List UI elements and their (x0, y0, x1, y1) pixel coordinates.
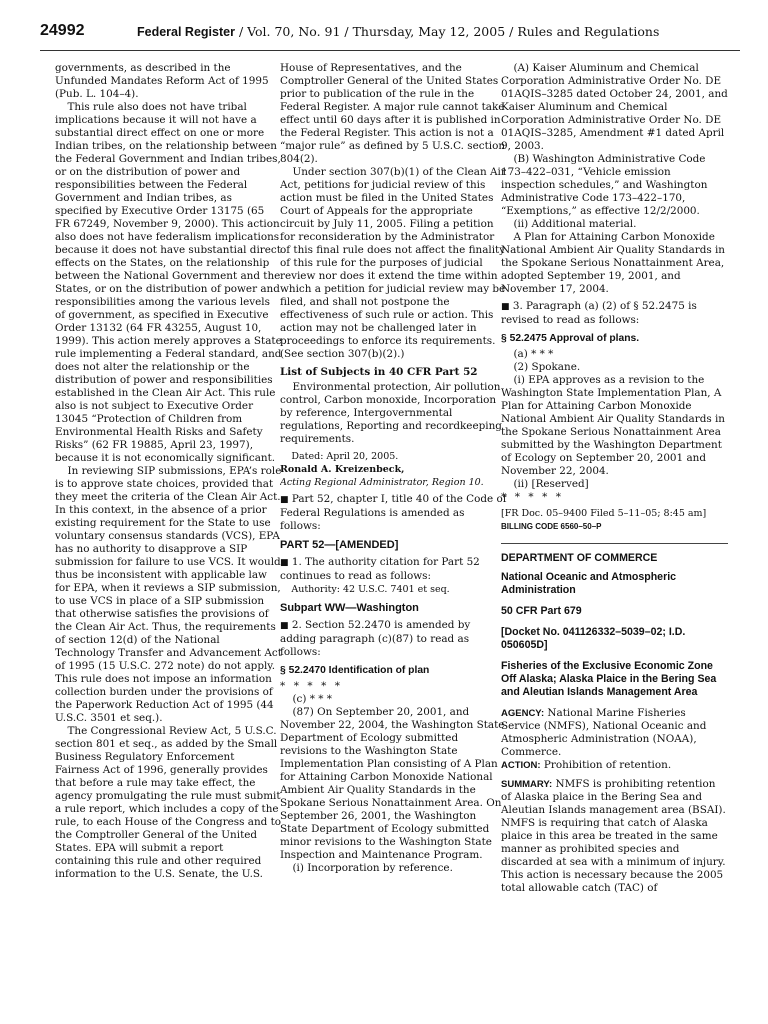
square-bullet-icon: ■ (280, 495, 289, 505)
action-label: ACTION: (501, 760, 541, 771)
document-title: Fisheries of the Exclusive Economic Zone Off Alaska; Alaska Plaice in the Bering Sea and Aleutian Islands Management Area (501, 660, 717, 698)
omission-stars: * * * * * (501, 491, 564, 503)
paragraph: (A) Kaiser Aluminum and Chemical Corporation Administrative Order No. DE 01AQIS–3285 dated October 24, 2001, and Kaiser Aluminum and Chemical Corporation Administrative Order No. DE 01AQIS–3285, Amendment #1 dated April 9, 2003. (501, 62, 728, 152)
square-bullet-icon: ■ (501, 302, 510, 312)
paragraph: In reviewing SIP submissions, EPA’s role is to approve state choices, provided that they meet the criteria of the Clean Air Act. In this context, in the absence of a prior existing requirement for the State to use voluntary consensus standards (VCS), EPA has no authority to disapprove a SIP submission for failure to use VCS. It would thus be inconsistent with applicable law for EPA, when it reviews a SIP submission, to use VCS in place of a SIP submission that otherwise satisfies the provisions of the Clean Air Act. Thus, the requirements of section 12(d) of the National Technology Transfer and Advancement Act of 1995 (15 U.S.C. 272 note) do not apply. This rule does not impose an information collection burden under the provisions of the Paperwork Reduction Act of 1995 (44 U.S.C. 3501 et seq.). (55, 465, 282, 724)
page-number: 24992 (40, 22, 85, 39)
subjects-list: Environmental protection, Air pollution control, Carbon monoxide, Incorporation by reference, Intergovernmental regulations, Reporting and recordkeeping requirements. (280, 381, 502, 445)
amendatory-text: Part 52, chapter I, title 40 of the Code of Federal Regulations is amended as follows: (280, 493, 507, 532)
signer-title: Acting Regional Administrator, Region 10. (280, 477, 484, 488)
action-block (501, 759, 728, 772)
paragraph: (ii) Additional material. (513, 218, 637, 230)
action-text: Prohibition of retention. (543, 759, 672, 771)
amendatory-text: 3. Paragraph (a) (2) of § 52.2475 is revised to read as follows: (501, 300, 697, 326)
publication-name: Federal Register (137, 25, 235, 39)
paragraph: (87) On September 20, 2001, and November 22, 2004, the Washington State Department of Ecology submitted revisions to the Washington State Implementation Plan consisting of A Plan for Attaining Carbon Monoxide National Ambient Air Quality Standards in the Spokane Serious Nonattainment Area. On September 26, 2001, the Washington State Department of Ecology submitted minor revisions to the Washington State Inspection and Maintenance Program. (280, 706, 505, 861)
amendatory-instruction (280, 619, 507, 659)
dated-line: Dated: April 20, 2005. (291, 451, 399, 462)
omission-stars: * * * * * (280, 680, 343, 692)
square-bullet-icon: ■ (280, 558, 289, 568)
paragraph: (B) Washington Administrative Code 173–422–031, “Vehicle emission inspection schedules,” and Washington Administrative Code 173–422–170, “Exemptions,” as effective 12/2/2000. (501, 153, 708, 217)
billing-code: BILLING CODE 6560–50–P (501, 522, 602, 531)
paragraph: The Congressional Review Act, 5 U.S.C. section 801 et seq., as added by the Small Business Regulatory Enforcement Fairness Act of 1996, generally provides that before a rule may take effect, the agency promulgating the rule must submit a rule report, which includes a copy of the rule, to each House of the Congress and to the Comptroller General of the United States. EPA will submit a report containing this rule and other required information to the U.S. Senate, the U.S. (55, 725, 282, 880)
agency-block (501, 707, 728, 759)
paragraph: (ii) [Reserved] (513, 478, 589, 490)
square-bullet-icon: ■ (280, 621, 289, 631)
agency-label: AGENCY: (501, 708, 545, 719)
paragraph: (i) Incorporation by reference. (292, 862, 453, 874)
fr-doc-line: [FR Doc. 05–9400 Filed 5–11–05; 8:45 am] (501, 508, 707, 519)
page-header (40, 22, 740, 51)
department-heading: DEPARTMENT OF COMMERCE (501, 552, 658, 564)
subjects-heading: List of Subjects in 40 CFR Part 52 (280, 366, 478, 378)
amendatory-text: 2. Section 52.2470 is amended by adding paragraph (c)(87) to read as follows: (280, 619, 471, 658)
paragraph: (2) Spokane. (513, 361, 581, 373)
paragraph: Under section 307(b)(1) of the Clean Air Act, petitions for judicial review of this action must be filed in the United States Court of Appeals for the appropriate circuit by July 11, 2005. Filing a petition for reconsideration by the Administrator of this final rule does not affect the finality of this rule for the purposes of judicial review nor does it extend the time within which a petition for judicial review may be filed, and shall not postpone the effectiveness of such rule or action. This action may not be challenged later in proceedings to enforce its requirements. (See section 307(b)(2).) (280, 166, 506, 360)
amendatory-instruction (280, 493, 507, 533)
cfr-part: 50 CFR Part 679 (501, 605, 582, 617)
summary-block (501, 778, 728, 895)
section-heading: § 52.2475 Approval of plans. (501, 333, 640, 344)
subpart-heading: Subpart WW—Washington (280, 602, 419, 614)
signer-name: Ronald A. Kreizenbeck, (280, 464, 405, 475)
paragraph: (a) * * * (513, 348, 554, 360)
issue-details: / Vol. 70, No. 91 / Thursday, May 12, 2005 / Rules and Regulations (234, 24, 660, 39)
summary-text: NMFS is prohibiting retention of Alaska plaice in the Bering Sea and Aleutian Islands management area (BSAI). NMFS is requiring that catch of Alaska plaice in this area be treated in the same manner as prohibited species and discarded at sea with a minimum of injury. This action is necessary because the 2005 total allowable catch (TAC) of (501, 778, 726, 894)
amendatory-text: 1. The authority citation for Part 52 continues to read as follows: (280, 556, 480, 582)
paragraph: (c) * * * (292, 693, 332, 705)
column-3 (501, 62, 728, 1018)
section-heading: § 52.2470 Identification of plan (280, 665, 430, 676)
paragraph: governments, as described in the Unfunded Mandates Reform Act of 1995 (Pub. L. 104–4). (55, 62, 269, 100)
summary-label: SUMMARY: (501, 779, 553, 790)
authority-citation: Authority: 42 U.S.C. 7401 et seq. (291, 584, 450, 595)
column-2 (280, 62, 507, 1018)
paragraph: (i) EPA approves as a revision to the Washington State Implementation Plan, A Plan for Attaining Carbon Monoxide National Ambient Air Quality Standards in the Spokane Serious Nonattainment Area submitted by the Washington Department of Ecology on September 20, 2001 and November 22, 2004. (501, 374, 725, 477)
docket-number: [Docket No. 041126332–5039–02; I.D. 050605D] (501, 626, 686, 651)
running-head (137, 24, 659, 39)
paragraph: A Plan for Attaining Carbon Monoxide National Ambient Air Quality Standards in the Spokane Serious Nonattainment Area, adopted September 19, 2001, and November 17, 2004. (501, 231, 725, 295)
amendatory-instruction (501, 300, 728, 327)
agency-text: National Marine Fisheries Service (NMFS), National Oceanic and Atmospheric Administration (NOAA), Commerce. (501, 707, 707, 758)
paragraph: This rule also does not have tribal implications because it will not have a substantial direct effect on one or more Indian tribes, on the relationship between the Federal Government and Indian tribes, or on the distribution of power and responsibilities between the Federal Government and Indian tribes, as specified by Executive Order 13175 (65 FR 67249, November 9, 2000). This action also does not have federalism implications because it does not have substantial direct effects on the States, on the relationship between the National Government and the States, or on the distribution of power and responsibilities among the various levels of government, as specified in Executive Order 13132 (64 FR 43255, August 10, 1999). This action merely approves a State rule implementing a Federal standard, and does not alter the relationship or the distribution of power and responsibilities established in the Clean Air Act. This rule also is not subject to Executive Order 13045 “Protection of Children from Environmental Health Risks and Safety Risks” (62 FR 19885, April 23, 1997), because it is not economically significant. (55, 101, 282, 464)
agency-heading: National Oceanic and Atmospheric Administration (501, 571, 677, 596)
amendatory-instruction (280, 556, 507, 583)
paragraph: House of Representatives, and the Comptroller General of the United States prior to publication of the rule in the Federal Register. A major rule cannot take effect until 60 days after it is published in the Federal Register. This action is not a “major rule” as defined by 5 U.S.C. section 804(2). (280, 62, 506, 165)
column-1 (55, 62, 282, 1018)
part-heading: PART 52—[AMENDED] (280, 539, 399, 551)
section-divider (501, 543, 728, 544)
